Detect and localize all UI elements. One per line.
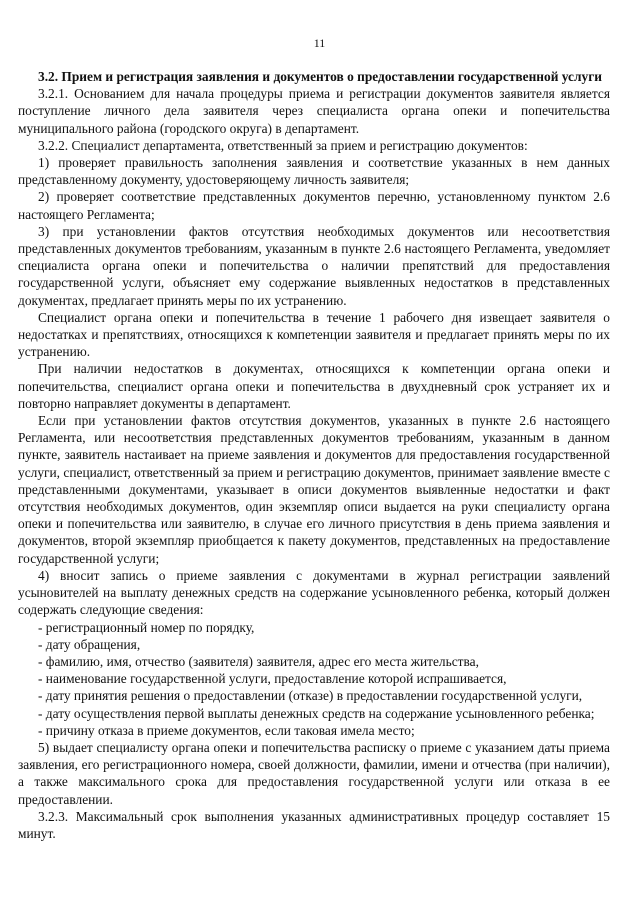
paragraph-item-2: 2) проверяет соответствие представленных документов перечню, установленному пунктом 2.6 настоящего Регламента; (18, 189, 610, 222)
list-item-decision-date: - дату принятия решения о предоставлении (отказе) в предоставлении государственной услуги, (38, 688, 583, 704)
list-item-date: - дату обращения, (38, 636, 141, 652)
paragraph-item-4: 4) вносит запись о приеме заявления с документами в журнал регистрации заявлений усыновителей на выплату денежных средств на содержание усыновленного ребенка, который должен содержать следующие сведения: (18, 567, 610, 618)
list-item-reg-number: - регистрационный номер по порядку, (38, 619, 255, 635)
list-item-name: - фамилию, имя, отчество (заявителя) заявителя, адрес его места жительства, (38, 653, 479, 669)
paragraph-deficiencies: При наличии недостатков в документах, относящихся к компетенции органа опеки и попечительства, специалист органа опеки и попечительства в двухдневный срок устраняет их и повторно направляет документы в департамент. (18, 361, 610, 411)
document-body (18, 30, 610, 842)
paragraph-item-3: 3) при установлении фактов отсутствия необходимых документов или несоответствия представленных документов требованиям, указанным в пункте 2.6 настоящего Регламента, уведомляет специалиста органа опеки и попечительства о наличии препятствий для предоставления государственной услуги, объясняет ему содержание выявленных недостатков в представленных документах, предлагает принять меры по их устранению. (18, 223, 610, 308)
paragraph-specialist-notice: Специалист органа опеки и попечительства в течение 1 рабочего дня извещает заявителя о недостатках и препятствиях, относящихся к компетенции заявителя и предлагает принять меры по их устранению. (18, 309, 610, 360)
list-item-refusal-reason: - причину отказа в приеме документов, если таковая имела место; (38, 722, 415, 738)
list-item-payment-date: - дату осуществления первой выплаты денежных средств на содержание усыновленного ребенка; (38, 705, 595, 721)
paragraph-item-1: 1) проверяет правильность заполнения заявления и соответствие указанных в нем данных представленному документу, удостоверяющему личность заявителя; (18, 155, 610, 188)
paragraph-applicant-insists: Если при установлении фактов отсутствия документов, указанных в пункте 2.6 настоящего Регламента, или несоответствия представленных документов требованиям, указанным в данном пункте, заявитель настаивает на приеме заявления и документов для предоставления государственной услуги, специалист, ответственный за прием и регистрацию документов, принимает заявление вместе с представленными документами, указывает в описи документов выявленные недостатки и факт отсутствия необходимых документов, один экземпляр описи выдается на руки специалисту органа опеки и попечительства или заявителю, в случае его личного присутствия в день приема заявления и документов, второй экземпляр приобщается к пакету документов, представленных на предоставление государственной услуги; (18, 413, 610, 566)
section-heading: 3.2. Прием и регистрация заявления и документов о предоставлении государственной услуги (38, 69, 602, 84)
paragraph-3-2-3: 3.2.3. Максимальный срок выполнения указанных административных процедур составляет 15 минут. (18, 808, 610, 841)
paragraph-3-2-2: 3.2.2. Специалист департамента, ответственный за прием и регистрацию документов: (38, 137, 528, 153)
paragraph-3-2-1: 3.2.1. Основанием для начала процедуры приема и регистрации документов заявителя является поступление личного дела заявителя через специалиста органа опеки и попечительства муниципального района (городского округа) в департамент. (18, 86, 610, 136)
page-number: 11 (313, 36, 326, 50)
paragraph-item-5: 5) выдает специалисту органа опеки и попечительства расписку о приеме с указанием даты приема заявления, его регистрационного номера, своей должности, фамилии, имени и отчества (при наличии), а также максимального срока для предоставления государственной услуги или отказа в ее предоставлении. (18, 739, 610, 807)
list-item-service-name: - наименование государственной услуги, предоставление которой испрашивается, (38, 671, 507, 687)
